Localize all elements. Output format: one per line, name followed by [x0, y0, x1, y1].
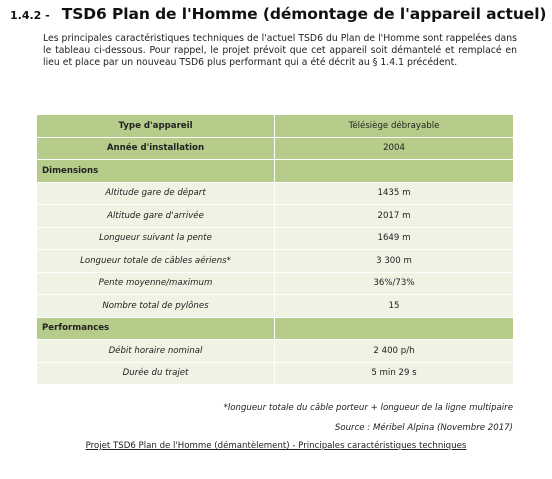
section-heading	[10, 5, 546, 23]
table-caption	[0, 441, 552, 451]
table-cell-value	[275, 317, 514, 340]
table-cell-value: 5 min 29 s	[275, 362, 514, 385]
table-caption-text: Projet TSD6 Plan de l'Homme (démantèlement) - Principales caractéristiques techniques	[85, 441, 467, 451]
table-cell-label: Longueur suivant la pente	[37, 227, 275, 250]
table-row	[37, 227, 514, 250]
table-footnote: *longueur totale du câble porteur + longueur de la ligne multipaire	[223, 403, 513, 413]
table-row	[37, 272, 514, 295]
table-section-row	[37, 317, 514, 340]
table-cell-label: Durée du trajet	[37, 362, 275, 385]
table-cell-label: Altitude gare de départ	[37, 182, 275, 205]
section-number: 1.4.2 -	[10, 9, 50, 22]
table-cell-value: 2017 m	[275, 205, 514, 228]
table-cell-label: Nombre total de pylônes	[37, 295, 275, 318]
table-row	[37, 115, 514, 138]
table-cell-value: 1435 m	[275, 182, 514, 205]
table-cell-label: Longueur totale de câbles aériens*	[37, 250, 275, 273]
table-cell-label: Dimensions	[37, 160, 275, 183]
intro-paragraph: Les principales caractéristiques techniques de l'actuel TSD6 du Plan de l'Homme sont rappelées dans le tableau ci-dessous. Pour rappel, le projet prévoit que cet appareil soit démantelé et remplacé en lieu et place par un nouveau TSD6 plus performant qui a été décrit au § 1.4.1 précédent.	[43, 33, 517, 68]
table-row	[37, 295, 514, 318]
table-cell-value	[275, 160, 514, 183]
table-row	[37, 362, 514, 385]
table-cell-value: 36%/73%	[275, 272, 514, 295]
table-cell-label: Année d'installation	[37, 137, 275, 160]
table-cell-label: Pente moyenne/maximum	[37, 272, 275, 295]
specs-table	[36, 114, 514, 385]
table-cell-value: 1649 m	[275, 227, 514, 250]
table-source: Source : Méribel Alpina (Novembre 2017)	[334, 423, 513, 433]
table-section-row	[37, 160, 514, 183]
section-title: TSD6 Plan de l'Homme (démontage de l'appareil actuel)	[61, 5, 547, 23]
table-cell-label: Altitude gare d'arrivée	[37, 205, 275, 228]
table-row	[37, 182, 514, 205]
table-cell-value: 2004	[275, 137, 514, 160]
specs-table-body	[37, 115, 514, 385]
table-cell-label: Performances	[37, 317, 275, 340]
table-row	[37, 340, 514, 363]
table-row	[37, 205, 514, 228]
table-cell-value: 3 300 m	[275, 250, 514, 273]
table-row	[37, 137, 514, 160]
table-cell-value: 15	[275, 295, 514, 318]
table-row	[37, 250, 514, 273]
table-cell-value: 2 400 p/h	[275, 340, 514, 363]
table-cell-label: Type d'appareil	[37, 115, 275, 138]
table-cell-label: Débit horaire nominal	[37, 340, 275, 363]
table-cell-value: Télésiège débrayable	[275, 115, 514, 138]
